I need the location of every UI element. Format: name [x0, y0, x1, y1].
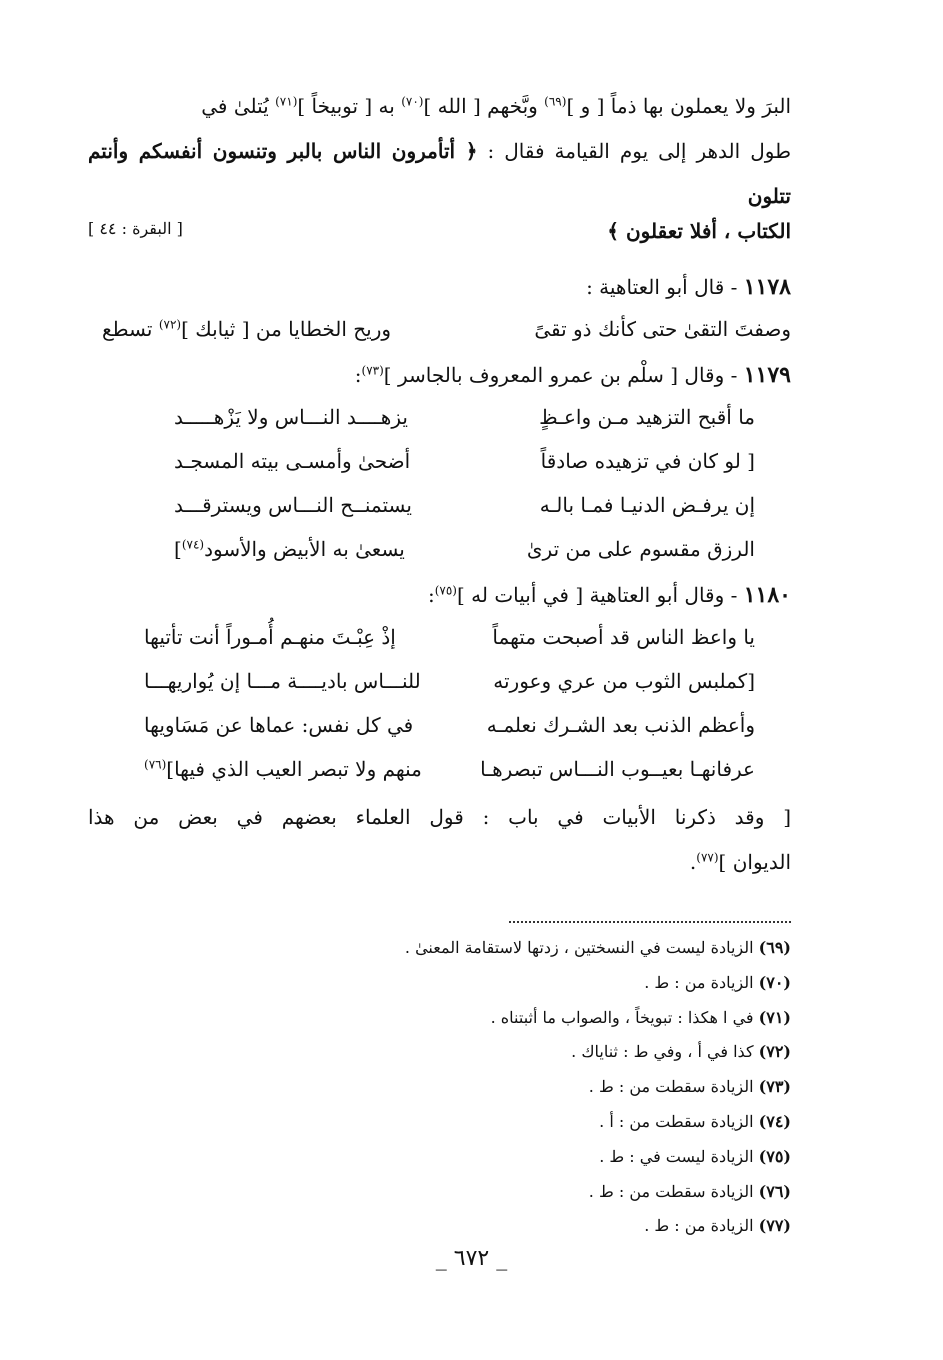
footnote-ref: (٦٩) [544, 94, 567, 109]
verse-hemistich-left [144, 757, 422, 781]
verse-line [144, 661, 755, 705]
poem-1180 [144, 617, 755, 793]
verse-hemistich-right: إن يرفـض الدنيـا فمـا بالـه [539, 493, 755, 517]
footnote-separator [509, 921, 791, 923]
footnote-ref: (٧٧) [696, 850, 719, 865]
verse-reference: [ البقرة : ٤٤ ] [88, 219, 183, 238]
verse-hemistich-right: وأعظم الذنب بعد الشـرك نعلمـه [486, 713, 755, 737]
footnote-ref: (٧٥) [434, 583, 457, 598]
footnote-number: (٧٢) [758, 1042, 791, 1062]
verse-hemistich-right: عرفانهـا بعيــوب النـــاس تبصرهـا [480, 757, 755, 781]
entry-number: ١١٨٠ [743, 582, 791, 608]
verse-hemistich-left: إذْ عِبْـتَ منهـم أُمـوراً أنت تأتيها [144, 625, 396, 649]
verse-text: وريح الخطايا من [ ثيابك ] [181, 317, 392, 341]
entry-text: : [354, 363, 362, 387]
entry-heading-1180 [88, 573, 791, 617]
verse-hemistich-right: الرزق مقسوم على من ترىٰ [526, 537, 755, 561]
verse-hemistich-right: وصفتَ التقىٰ حتى كأنك ذو تقىً [534, 317, 791, 341]
intro-text: طول الدهر إلى يوم القيامة فقال : [477, 139, 791, 163]
verse-hemistich-left: في كل نفس: عماها عن مَسَاويها [144, 713, 414, 737]
entry-text: - وقال [ سلْم بن عمرو المعروف بالجاسر ] [383, 363, 744, 387]
footnote-number: (٦٩) [758, 938, 791, 957]
footnote [88, 1140, 791, 1175]
verse-line [144, 617, 755, 661]
verse-text: منهم ولا تبصر العيب الذي فيها] [166, 757, 422, 781]
footnote [88, 1001, 791, 1036]
verse-hemistich-left [174, 537, 405, 561]
verse-text: يسعىٰ به الأبيض والأسود [204, 537, 405, 561]
verse-line [174, 485, 755, 529]
verse-hemistich-left: أضحىٰ وأمسـى بيته المسجـد [174, 449, 411, 473]
footnote-ref: (٧١) [275, 94, 298, 109]
quran-quote: ﴿ أتأمرون الناس بالبر وتنسون أنفسكم وأنتم تتلون [88, 139, 791, 208]
entry-text: - وقال أبو العتاهية [ في أبيات له ] [456, 583, 744, 607]
footnote-ref: (٧٣) [361, 363, 384, 378]
intro-text: وبَّخهم [ الله ] [423, 94, 545, 118]
footnote-text: الزيادة سقطت من : ط . [588, 1181, 754, 1201]
verse-line [174, 441, 755, 485]
footnote-ref: (٧٢) [158, 317, 182, 332]
quran-quote: الكتاب ، أفلا تعقلون ﴾ [607, 219, 791, 243]
intro-line-3 [88, 219, 791, 265]
footnote-text: الزيادة سقطت من : ط . [588, 1077, 754, 1097]
intro-text: به [ توبيخاً ] [297, 94, 402, 118]
footnote-text: الزيادة ليست في : ط . [599, 1146, 754, 1166]
footnote-ref: (٧٦) [144, 757, 167, 772]
intro-text: يُتلىٰ في [201, 94, 276, 118]
intro-line-2 [88, 129, 791, 219]
footnote-text: الزيادة من : ط . [644, 972, 754, 992]
footnote [88, 1175, 791, 1210]
entry-text: - قال أبو العتاهية : [586, 275, 744, 299]
poem-1179 [174, 397, 755, 573]
verse-hemistich-left: يستمنــح النـــاس ويسترقـــد [174, 493, 412, 517]
verse-hemistich-left [102, 317, 391, 341]
verse-line [144, 705, 755, 749]
footnote [88, 966, 791, 1001]
entry-heading-1178 [88, 265, 791, 309]
intro-text: البرَ ولا يعملون بها ذماً [ و ] [566, 94, 791, 118]
entry-heading-1179 [88, 353, 791, 397]
verse-line [144, 749, 755, 793]
footnote-number: (٧١) [758, 1007, 791, 1027]
verse-hemistich-right: يا واعظ الناس قد أصبحت متهماً [492, 625, 755, 649]
closing-line-1: [ وقد ذكرنا الأبيات في باب : قول العلماء بعضهم في بعض من هذا [88, 805, 791, 829]
footnote-number: (٧٧) [758, 1216, 791, 1236]
verse-1178 [88, 309, 791, 353]
verse-hemistich-right: [ لو كان في تزهيده صادقاً [540, 449, 755, 473]
verse-hemistich-left: يزهــــد النـــاس ولا يَزْهـــــد [174, 405, 408, 429]
page-number: _ ٦٧٢ _ [435, 1246, 508, 1271]
footnote-text: الزيادة سقطت من : أ . [599, 1111, 754, 1131]
footnote [88, 1070, 791, 1105]
verse-hemistich-right: ما أقبح التزهيد مـن واعـظٍ [539, 405, 755, 429]
footnote [88, 1209, 791, 1244]
footnote-ref: (٧٠) [401, 94, 424, 109]
footnote-number: (٧٤) [758, 1111, 791, 1131]
footnote-text: الزيادة من : ط . [644, 1216, 754, 1236]
footnotes [88, 931, 791, 1244]
closing-text: الديوان ] [718, 850, 791, 874]
entry-text: : [427, 583, 435, 607]
verse-text: تسطع [102, 317, 159, 341]
footnote-number: (٧٣) [758, 1077, 791, 1097]
footnote-number: (٧٦) [758, 1181, 791, 1201]
footnote [88, 1035, 791, 1070]
intro-paragraph [88, 84, 791, 219]
footnote-text: الزيادة ليست في النسختين ، زدتها لاستقامة المعنىٰ . [404, 938, 754, 957]
footnote [88, 1105, 791, 1140]
footnote-text: في ا هكذا : تبويخاً ، والصواب ما أثبتناه . [490, 1007, 754, 1027]
footnote-number: (٧٥) [758, 1146, 791, 1166]
footnote [88, 931, 791, 966]
verse-hemistich-left: للنـــاس باديــــة مـــا إن يُواريهـــا [144, 669, 421, 693]
verse-line [174, 529, 755, 573]
footnote-ref: (٧٤) [181, 537, 205, 552]
entry-number: ١١٧٩ [743, 362, 791, 388]
entry-number: ١١٧٨ [743, 274, 791, 300]
closing-line-2 [88, 840, 791, 885]
closing-text: . [689, 850, 697, 874]
footnote-text: كذا في أ ، وفي ط : ثناياك . [571, 1042, 754, 1062]
closing-paragraph [88, 795, 791, 885]
footnote-number: (٧٠) [758, 972, 791, 992]
intro-line-1 [88, 84, 791, 129]
verse-hemistich-right: [كملبس الثوب من عري وعورته [493, 669, 755, 693]
verse-line [174, 397, 755, 441]
verse-text: ] [174, 537, 182, 561]
